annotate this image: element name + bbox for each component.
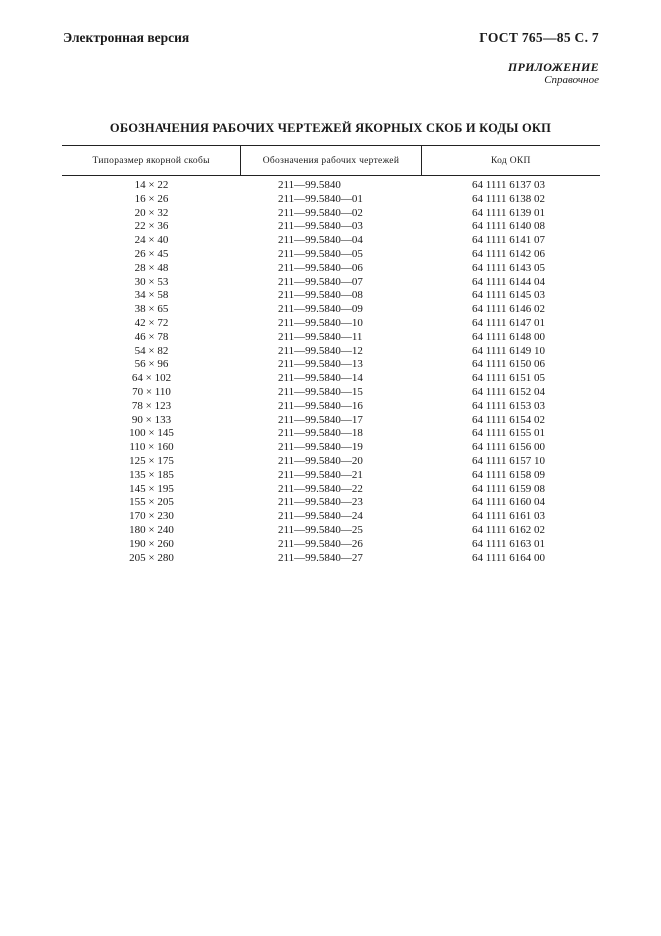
cell-okp-code: 64 1111 6139 01 bbox=[472, 206, 546, 219]
cell-drawing-designation: 211—99.5840—08 bbox=[278, 289, 363, 302]
cell-okp-code: 64 1111 6149 10 bbox=[472, 344, 546, 357]
table-body bbox=[62, 176, 600, 565]
cell-drawing-designation: 211—99.5840—27 bbox=[278, 551, 363, 564]
cell-size: 20 × 32 bbox=[134, 206, 169, 219]
cell-drawing-designation: 211—99.5840—12 bbox=[278, 344, 363, 357]
table-row bbox=[62, 303, 600, 317]
table-row bbox=[62, 331, 600, 345]
cell-okp-code: 64 1111 6141 07 bbox=[472, 234, 546, 247]
cell-drawing-designation: 211—99.5840—26 bbox=[278, 537, 363, 550]
cell-drawing-designation: 211—99.5840—23 bbox=[278, 496, 363, 509]
cell-size: 155 × 205 bbox=[129, 496, 174, 509]
appendix-block bbox=[508, 61, 599, 87]
table-row bbox=[62, 524, 600, 538]
cell-drawing-designation: 211—99.5840—15 bbox=[278, 385, 363, 398]
cell-drawing-designation: 211—99.5840—25 bbox=[278, 523, 363, 536]
column-header-okp-code: Код ОКП bbox=[421, 146, 600, 175]
cell-okp-code: 64 1111 6158 09 bbox=[472, 468, 546, 481]
cell-size: 56 × 96 bbox=[134, 358, 169, 371]
cell-drawing-designation: 211—99.5840 bbox=[278, 179, 341, 191]
table-row bbox=[62, 234, 600, 248]
cell-size: 70 × 110 bbox=[132, 385, 171, 398]
cell-okp-code: 64 1111 6160 04 bbox=[472, 496, 546, 509]
cell-okp-code: 64 1111 6157 10 bbox=[472, 454, 546, 467]
cell-size: 135 × 185 bbox=[129, 468, 174, 481]
cell-okp-code: 64 1111 6143 05 bbox=[472, 261, 546, 274]
cell-okp-code: 64 1111 6146 02 bbox=[472, 303, 546, 316]
cell-drawing-designation: 211—99.5840—21 bbox=[278, 468, 363, 481]
cell-drawing-designation: 211—99.5840—18 bbox=[278, 427, 363, 440]
cell-drawing-designation: 211—99.5840—03 bbox=[278, 220, 363, 233]
cell-size: 22 × 36 bbox=[134, 220, 169, 233]
table-row bbox=[62, 193, 600, 207]
cell-okp-code: 64 1111 6147 01 bbox=[472, 316, 546, 329]
cell-drawing-designation: 211—99.5840—24 bbox=[278, 510, 363, 523]
cell-okp-code: 64 1111 6156 00 bbox=[472, 441, 546, 454]
table-row bbox=[62, 220, 600, 234]
standard-page-number: ГОСТ 765—85 С. 7 bbox=[479, 30, 599, 45]
cell-size: 54 × 82 bbox=[134, 344, 169, 357]
cell-size: 90 × 133 bbox=[131, 413, 172, 426]
table-row bbox=[62, 483, 600, 497]
table-row bbox=[62, 510, 600, 524]
table-row bbox=[62, 441, 600, 455]
cell-okp-code: 64 1111 6155 01 bbox=[472, 427, 546, 440]
cell-drawing-designation: 211—99.5840—05 bbox=[278, 247, 363, 260]
cell-okp-code: 64 1111 6154 02 bbox=[472, 413, 546, 426]
cell-size: 110 × 160 bbox=[129, 441, 174, 454]
cell-size: 38 × 65 bbox=[134, 303, 169, 316]
table-row bbox=[62, 179, 600, 193]
cell-drawing-designation: 211—99.5840—06 bbox=[278, 261, 363, 274]
table-row bbox=[62, 469, 600, 483]
cell-drawing-designation: 211—99.5840—01 bbox=[278, 192, 363, 205]
cell-drawing-designation: 211—99.5840—02 bbox=[278, 206, 363, 219]
cell-okp-code: 64 1111 6152 04 bbox=[472, 385, 546, 398]
cell-okp-code: 64 1111 6142 06 bbox=[472, 247, 546, 260]
cell-okp-code: 64 1111 6145 03 bbox=[472, 289, 546, 302]
cell-drawing-designation: 211—99.5840—07 bbox=[278, 275, 363, 288]
designation-table bbox=[62, 145, 600, 565]
appendix-label: ПРИЛОЖЕНИЕ bbox=[507, 60, 599, 74]
cell-size: 26 × 45 bbox=[134, 247, 169, 260]
cell-size: 64 × 102 bbox=[131, 372, 172, 385]
table-row bbox=[62, 372, 600, 386]
cell-drawing-designation: 211—99.5840—13 bbox=[278, 358, 363, 371]
column-header-size: Типоразмер якорной скобы bbox=[92, 155, 210, 166]
cell-okp-code: 64 1111 6151 05 bbox=[472, 372, 546, 385]
cell-drawing-designation: 211—99.5840—04 bbox=[278, 234, 363, 247]
cell-size: 28 × 48 bbox=[134, 261, 169, 274]
cell-drawing-designation: 211—99.5840—17 bbox=[278, 413, 363, 426]
table-row bbox=[62, 386, 600, 400]
cell-size: 125 × 175 bbox=[129, 454, 174, 467]
cell-size: 30 × 53 bbox=[134, 275, 169, 288]
cell-drawing-designation: 211—99.5840—22 bbox=[278, 482, 363, 495]
table-row bbox=[62, 345, 600, 359]
cell-size: 16 × 26 bbox=[134, 192, 169, 205]
table-row bbox=[62, 358, 600, 372]
cell-size: 190 × 260 bbox=[129, 537, 174, 550]
cell-size: 24 × 40 bbox=[134, 234, 169, 247]
cell-okp-code: 64 1111 6137 03 bbox=[472, 179, 546, 191]
table-row bbox=[62, 414, 600, 428]
cell-drawing-designation: 211—99.5840—20 bbox=[278, 454, 363, 467]
cell-okp-code: 64 1111 6140 08 bbox=[472, 220, 546, 233]
cell-size: 180 × 240 bbox=[129, 523, 174, 536]
edition-label: Электронная версия bbox=[63, 30, 190, 45]
table-row bbox=[62, 538, 600, 552]
cell-okp-code: 64 1111 6148 00 bbox=[472, 330, 546, 343]
cell-size: 34 × 58 bbox=[134, 289, 169, 302]
cell-size: 100 × 145 bbox=[129, 427, 174, 440]
cell-okp-code: 64 1111 6159 08 bbox=[472, 482, 546, 495]
appendix-sublabel: Справочное bbox=[544, 74, 599, 86]
cell-size: 170 × 230 bbox=[129, 510, 174, 523]
table-row bbox=[62, 552, 600, 566]
cell-drawing-designation: 211—99.5840—14 bbox=[278, 372, 363, 385]
table-row bbox=[62, 455, 600, 469]
cell-okp-code: 64 1111 6150 06 bbox=[472, 358, 546, 371]
cell-size: 14 × 22 bbox=[134, 179, 169, 191]
table-row bbox=[62, 248, 600, 262]
cell-size: 46 × 78 bbox=[134, 330, 169, 343]
cell-okp-code: 64 1111 6138 02 bbox=[472, 192, 546, 205]
cell-size: 42 × 72 bbox=[134, 316, 169, 329]
table-row bbox=[62, 289, 600, 303]
table-row bbox=[62, 496, 600, 510]
cell-okp-code: 64 1111 6164 00 bbox=[472, 551, 546, 564]
cell-drawing-designation: 211—99.5840—10 bbox=[278, 316, 363, 329]
table-header bbox=[62, 145, 600, 176]
table-row bbox=[62, 427, 600, 441]
cell-drawing-designation: 211—99.5840—09 bbox=[278, 303, 363, 316]
cell-drawing-designation: 211—99.5840—16 bbox=[278, 399, 363, 412]
cell-size: 145 × 195 bbox=[129, 482, 174, 495]
column-header-drawing: Обозначения рабочих чертежей bbox=[240, 146, 420, 175]
cell-drawing-designation: 211—99.5840—11 bbox=[278, 330, 363, 343]
cell-okp-code: 64 1111 6161 03 bbox=[472, 510, 546, 523]
table-row bbox=[62, 276, 600, 290]
table-title: ОБОЗНАЧЕНИЯ РАБОЧИХ ЧЕРТЕЖЕЙ ЯКОРНЫХ СКОБ И КОДЫ ОКП bbox=[109, 121, 552, 135]
table-row bbox=[62, 207, 600, 221]
cell-okp-code: 64 1111 6144 04 bbox=[472, 275, 546, 288]
cell-drawing-designation: 211—99.5840—19 bbox=[278, 441, 363, 454]
cell-okp-code: 64 1111 6162 02 bbox=[472, 523, 546, 536]
table-row bbox=[62, 317, 600, 331]
table-row bbox=[62, 400, 600, 414]
table-row bbox=[62, 262, 600, 276]
cell-okp-code: 64 1111 6163 01 bbox=[472, 537, 546, 550]
cell-size: 205 × 280 bbox=[129, 551, 174, 564]
cell-size: 78 × 123 bbox=[131, 399, 172, 412]
cell-okp-code: 64 1111 6153 03 bbox=[472, 399, 546, 412]
